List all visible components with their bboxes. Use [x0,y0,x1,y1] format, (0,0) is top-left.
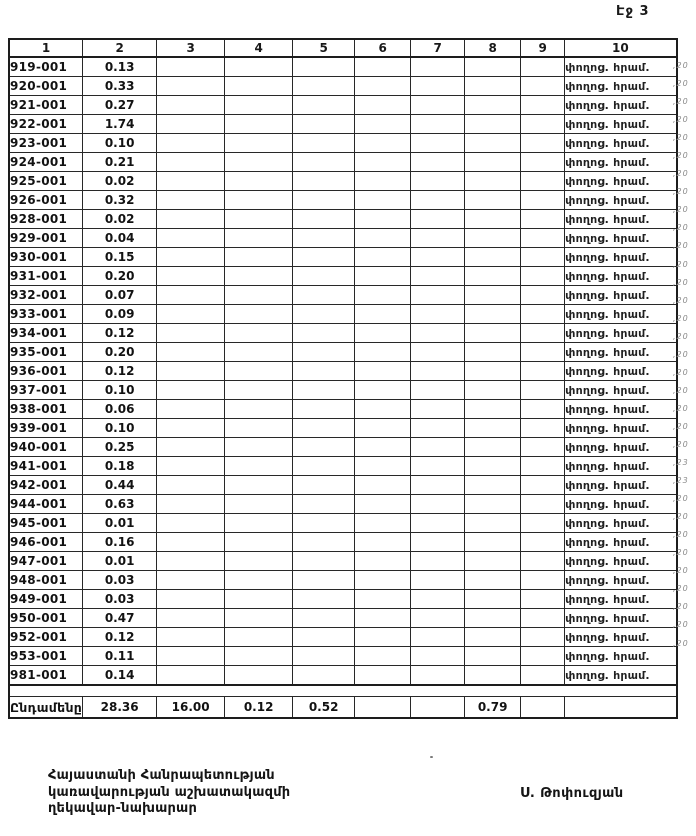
row-code: 930-001 [9,248,83,267]
margin-mark: ,20 [673,602,689,612]
row-value: 0.12 [83,324,157,343]
row-code: 939-001 [9,419,83,438]
margin-mark: ,20 [673,295,689,305]
total-col6 [355,697,411,719]
table-row [9,286,677,305]
row-value: 0.10 [83,134,157,153]
table-row [9,419,677,438]
table-row [9,590,677,609]
row-value: 0.27 [83,96,157,115]
row-value: 0.01 [83,552,157,571]
table-row [9,115,677,134]
margin-mark: ,20 [673,259,689,269]
row-value: 0.11 [83,647,157,666]
margin-mark: ,20 [673,331,689,341]
table-row [9,134,677,153]
total-col8: 0.79 [465,697,521,719]
table-row [9,324,677,343]
scan-speck [430,756,433,758]
table-row [9,305,677,324]
row-value: 0.14 [83,666,157,686]
row-value: 0.06 [83,400,157,419]
row-code: 932-001 [9,286,83,305]
row-value: 0.02 [83,210,157,229]
row-note: փողոց. հրամ. [565,248,677,267]
table-row [9,495,677,514]
row-value: 0.20 [83,343,157,362]
table-row [9,647,677,666]
page-number: Էջ 3 [616,4,650,19]
table-row [9,77,677,96]
row-note: փողոց. հրամ. [565,552,677,571]
row-code: 926-001 [9,191,83,210]
total-col2: 28.36 [83,697,157,719]
row-note: փողոց. հրամ. [565,134,677,153]
total-label: Ընդամենը [9,697,83,719]
footer-line-3: ղեկավար-նախարար [48,801,198,816]
row-code: 931-001 [9,267,83,286]
table-header [9,39,677,57]
margin-mark: ,20 [673,530,689,540]
row-code: 942-001 [9,476,83,495]
total-col3: 16.00 [157,697,225,719]
row-value: 0.13 [83,57,157,77]
row-note: փողոց. հրամ. [565,628,677,647]
row-value: 0.10 [83,419,157,438]
row-code: 938-001 [9,400,83,419]
row-note: փողոց. հրամ. [565,343,677,362]
row-note: փողոց. հրամ. [565,571,677,590]
table-row [9,248,677,267]
row-value: 0.04 [83,229,157,248]
table-row [9,476,677,495]
col-header-2: 2 [83,39,157,57]
data-table [8,38,678,719]
table-row [9,609,677,628]
row-note: փողոց. հրամ. [565,77,677,96]
table-row [9,267,677,286]
table-row [9,628,677,647]
table-row [9,96,677,115]
row-note: փողոց. հրամ. [565,533,677,552]
row-note: փողոց. հրամ. [565,96,677,115]
row-code: 935-001 [9,343,83,362]
row-value: 0.63 [83,495,157,514]
row-value: 0.01 [83,514,157,533]
row-code: 929-001 [9,229,83,248]
table-row [9,381,677,400]
margin-mark: ,20 [673,349,689,359]
margin-mark: ,20 [673,277,689,287]
table-row [9,457,677,476]
row-value: 0.16 [83,533,157,552]
row-code: 922-001 [9,115,83,134]
row-note: փողոց. հրամ. [565,514,677,533]
row-note: փողոց. հրամ. [565,400,677,419]
row-code: 950-001 [9,609,83,628]
row-note: փողոց. հրամ. [565,647,677,666]
table-row [9,57,677,77]
margin-mark: ,20 [673,584,689,594]
spacer-row [9,685,677,697]
margin-mark: ,20 [673,512,689,522]
row-value: 0.10 [83,381,157,400]
col-header-1: 1 [9,39,83,57]
row-note: փողոց. հրամ. [565,267,677,286]
table-row [9,552,677,571]
margin-mark: ,20 [673,620,689,630]
row-value: 0.07 [83,286,157,305]
table-row [9,191,677,210]
total-row [9,697,677,719]
row-code: 934-001 [9,324,83,343]
header-row [9,39,677,57]
row-value: 0.44 [83,476,157,495]
col-header-3: 3 [157,39,225,57]
row-note: փողոց. հրամ. [565,172,677,191]
row-value: 0.25 [83,438,157,457]
row-code: 924-001 [9,153,83,172]
row-note: փողոց. հրամ. [565,210,677,229]
row-code: 947-001 [9,552,83,571]
col-header-5: 5 [293,39,355,57]
row-value: 0.09 [83,305,157,324]
table-row [9,153,677,172]
margin-mark: ,20 [673,439,689,449]
row-code: 953-001 [9,647,83,666]
margin-mark: ,23 [673,458,689,468]
total-col5: 0.52 [293,697,355,719]
margin-mark: ,20 [673,187,689,197]
row-note: փողոց. հրամ. [565,609,677,628]
row-value: 0.02 [83,172,157,191]
table-row [9,362,677,381]
row-code: 919-001 [9,57,83,77]
row-value: 0.15 [83,248,157,267]
row-value: 0.20 [83,267,157,286]
margin-mark: ,20 [673,548,689,558]
table-body [9,57,677,685]
row-code: 936-001 [9,362,83,381]
margin-mark: ,20 [673,313,689,323]
row-value: 0.12 [83,362,157,381]
row-note: փողոց. հրամ. [565,419,677,438]
row-note: փողոց. հրամ. [565,229,677,248]
total-col10 [565,697,677,719]
margin-mark: ,20 [673,223,689,233]
row-value: 0.18 [83,457,157,476]
table-row [9,229,677,248]
col-header-7: 7 [411,39,465,57]
row-code: 925-001 [9,172,83,191]
footer-block [48,768,648,818]
row-code: 948-001 [9,571,83,590]
row-code: 921-001 [9,96,83,115]
margin-annotations [673,57,695,653]
row-code: 946-001 [9,533,83,552]
row-note: փողոց. հրամ. [565,495,677,514]
row-note: փողոց. հրամ. [565,666,677,686]
row-code: 941-001 [9,457,83,476]
margin-mark: ,20 [673,385,689,395]
table-row [9,666,677,686]
row-code: 923-001 [9,134,83,153]
row-code: 920-001 [9,77,83,96]
row-value: 0.03 [83,571,157,590]
row-code: 949-001 [9,590,83,609]
row-note: փողոց. հրամ. [565,457,677,476]
margin-mark: ,20 [673,638,689,648]
margin-mark: ,20 [673,241,689,251]
row-code: 940-001 [9,438,83,457]
table-row [9,172,677,191]
margin-mark: ,20 [673,367,689,377]
table-row [9,343,677,362]
row-code: 945-001 [9,514,83,533]
row-note: փողոց. հրամ. [565,476,677,495]
total-col7 [411,697,465,719]
row-value: 0.33 [83,77,157,96]
margin-mark: ,20 [673,151,689,161]
margin-mark: ,20 [673,133,689,143]
row-note: փողոց. հրամ. [565,191,677,210]
row-value: 0.21 [83,153,157,172]
margin-mark: ,20 [673,79,689,89]
margin-mark: ,20 [673,97,689,107]
row-value: 0.03 [83,590,157,609]
col-header-10: 10 [565,39,677,57]
table-row [9,400,677,419]
row-code: 933-001 [9,305,83,324]
row-note: փողոց. հրամ. [565,381,677,400]
row-note: փողոց. հրամ. [565,286,677,305]
margin-mark: ,20 [673,421,689,431]
total-col9 [521,697,565,719]
margin-mark: ,23 [673,476,689,486]
col-header-8: 8 [465,39,521,57]
row-note: փողոց. հրամ. [565,590,677,609]
row-note: փողոց. հրամ. [565,362,677,381]
row-note: փողոց. հրամ. [565,305,677,324]
row-value: 0.47 [83,609,157,628]
row-code: 981-001 [9,666,83,686]
table-row [9,533,677,552]
row-code: 928-001 [9,210,83,229]
row-note: փողոց. հրամ. [565,438,677,457]
table-row [9,571,677,590]
table-row [9,210,677,229]
col-header-9: 9 [521,39,565,57]
footer-line-2: կառավարության աշխատակազմի [48,784,291,800]
row-value: 1.74 [83,115,157,134]
margin-mark: ,20 [673,494,689,504]
row-value: 0.12 [83,628,157,647]
row-note: փողոց. հրամ. [565,153,677,172]
margin-mark: ,20 [673,205,689,215]
margin-mark: ,20 [673,169,689,179]
col-header-6: 6 [355,39,411,57]
row-code: 944-001 [9,495,83,514]
table-row [9,514,677,533]
margin-mark: ,20 [673,115,689,125]
margin-mark: ,20 [673,403,689,413]
margin-mark: ,20 [673,566,689,576]
signature-name: Ս. Թոփուզյան [520,786,624,801]
row-note: փողոց. հրամ. [565,115,677,134]
row-code: 937-001 [9,381,83,400]
table-row [9,438,677,457]
row-note: փողոց. հրամ. [565,324,677,343]
row-code: 952-001 [9,628,83,647]
footer-line-1: Հայաստանի Հանրապետության [48,768,275,783]
col-header-4: 4 [225,39,293,57]
total-col4: 0.12 [225,697,293,719]
margin-mark: ,20 [673,61,689,70]
row-note: փողոց. հրամ. [565,57,677,77]
row-value: 0.32 [83,191,157,210]
